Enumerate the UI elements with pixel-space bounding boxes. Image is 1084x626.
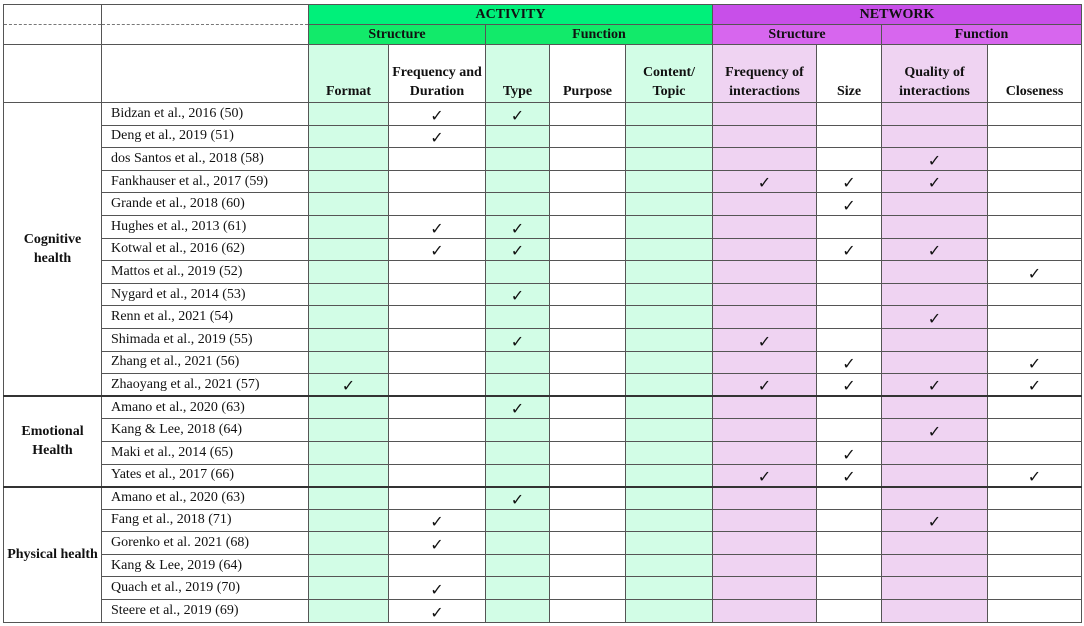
column-header-purpose: Purpose — [550, 45, 626, 103]
empty-cell — [882, 328, 988, 351]
empty-cell — [309, 328, 389, 351]
empty-cell — [309, 238, 389, 261]
empty-cell — [486, 419, 550, 442]
study-reference: Zhang et al., 2021 (56) — [102, 351, 309, 374]
check-mark-cell: ✓ — [389, 125, 486, 148]
group-label: Emotional Health — [4, 396, 102, 486]
column-header-closeness: Closeness — [988, 45, 1082, 103]
check-mark-cell: ✓ — [817, 374, 882, 397]
network-function-header: Function — [882, 25, 1082, 45]
empty-cell — [713, 396, 817, 419]
study-reference: Amano et al., 2020 (63) — [102, 487, 309, 510]
study-reference: Quach et al., 2019 (70) — [102, 577, 309, 600]
empty-cell — [626, 283, 713, 306]
empty-cell — [817, 577, 882, 600]
check-mark-cell: ✓ — [389, 103, 486, 126]
empty-cell — [550, 396, 626, 419]
corner-cell — [102, 45, 309, 103]
empty-cell — [626, 215, 713, 238]
table-row — [4, 419, 1082, 442]
empty-cell — [550, 125, 626, 148]
empty-cell — [486, 261, 550, 284]
empty-cell — [626, 577, 713, 600]
check-mark-cell: ✓ — [389, 238, 486, 261]
empty-cell — [389, 396, 486, 419]
corner-cell — [4, 5, 102, 25]
corner-cell — [4, 25, 102, 45]
empty-cell — [713, 238, 817, 261]
empty-cell — [626, 170, 713, 193]
empty-cell — [988, 125, 1082, 148]
empty-cell — [988, 283, 1082, 306]
empty-cell — [389, 351, 486, 374]
empty-cell — [309, 464, 389, 487]
empty-cell — [486, 532, 550, 555]
empty-cell — [309, 193, 389, 216]
empty-cell — [713, 306, 817, 329]
study-reference: Mattos et al., 2019 (52) — [102, 261, 309, 284]
table-row — [4, 487, 1082, 510]
empty-cell — [817, 487, 882, 510]
empty-cell — [550, 487, 626, 510]
empty-cell — [309, 261, 389, 284]
empty-cell — [988, 238, 1082, 261]
check-mark-cell: ✓ — [486, 283, 550, 306]
empty-cell — [626, 464, 713, 487]
check-mark-cell: ✓ — [988, 261, 1082, 284]
empty-cell — [817, 261, 882, 284]
empty-cell — [626, 600, 713, 623]
empty-cell — [988, 148, 1082, 171]
check-mark-cell: ✓ — [882, 148, 988, 171]
empty-cell — [309, 351, 389, 374]
empty-cell — [550, 464, 626, 487]
empty-cell — [389, 261, 486, 284]
empty-cell — [550, 374, 626, 397]
empty-cell — [713, 554, 817, 577]
empty-cell — [817, 148, 882, 171]
empty-cell — [550, 419, 626, 442]
empty-cell — [626, 238, 713, 261]
table-row — [4, 396, 1082, 419]
empty-cell — [486, 577, 550, 600]
table-row — [4, 148, 1082, 171]
empty-cell — [713, 441, 817, 464]
table-row — [4, 103, 1082, 126]
study-reference: Amano et al., 2020 (63) — [102, 396, 309, 419]
check-mark-cell: ✓ — [882, 374, 988, 397]
check-mark-cell: ✓ — [486, 103, 550, 126]
group-label: Cognitive health — [4, 103, 102, 397]
empty-cell — [713, 509, 817, 532]
empty-cell — [486, 509, 550, 532]
empty-cell — [882, 125, 988, 148]
empty-cell — [486, 554, 550, 577]
column-header-size: Size — [817, 45, 882, 103]
check-mark-cell: ✓ — [817, 441, 882, 464]
study-reference: Fang et al., 2018 (71) — [102, 509, 309, 532]
check-mark-cell: ✓ — [713, 374, 817, 397]
empty-cell — [713, 600, 817, 623]
corner-cell — [102, 5, 309, 25]
check-mark-cell: ✓ — [389, 532, 486, 555]
empty-cell — [309, 532, 389, 555]
empty-cell — [988, 532, 1082, 555]
empty-cell — [550, 328, 626, 351]
empty-cell — [817, 509, 882, 532]
activity-function-header: Function — [486, 25, 713, 45]
empty-cell — [309, 600, 389, 623]
table-row — [4, 328, 1082, 351]
study-reference: Deng et al., 2019 (51) — [102, 125, 309, 148]
empty-cell — [882, 103, 988, 126]
empty-cell — [988, 215, 1082, 238]
study-reference: Nygard et al., 2014 (53) — [102, 283, 309, 306]
empty-cell — [988, 441, 1082, 464]
empty-cell — [389, 441, 486, 464]
corner-cell — [4, 45, 102, 103]
check-mark-cell: ✓ — [817, 170, 882, 193]
network-header: NETWORK — [713, 5, 1082, 25]
empty-cell — [817, 215, 882, 238]
empty-cell — [550, 509, 626, 532]
empty-cell — [486, 464, 550, 487]
empty-cell — [713, 215, 817, 238]
check-mark-cell: ✓ — [817, 193, 882, 216]
check-mark-cell: ✓ — [882, 306, 988, 329]
study-reference: Fankhauser et al., 2017 (59) — [102, 170, 309, 193]
table-row — [4, 283, 1082, 306]
empty-cell — [988, 193, 1082, 216]
empty-cell — [486, 125, 550, 148]
empty-cell — [486, 148, 550, 171]
study-reference: Yates et al., 2017 (66) — [102, 464, 309, 487]
study-reference: Shimada et al., 2019 (55) — [102, 328, 309, 351]
study-reference: Kotwal et al., 2016 (62) — [102, 238, 309, 261]
empty-cell — [713, 148, 817, 171]
empty-cell — [486, 193, 550, 216]
empty-cell — [882, 396, 988, 419]
empty-cell — [626, 193, 713, 216]
check-mark-cell: ✓ — [486, 487, 550, 510]
empty-cell — [882, 600, 988, 623]
network-structure-header: Structure — [713, 25, 882, 45]
empty-cell — [309, 215, 389, 238]
empty-cell — [389, 306, 486, 329]
check-mark-cell: ✓ — [713, 170, 817, 193]
empty-cell — [882, 283, 988, 306]
empty-cell — [988, 509, 1082, 532]
empty-cell — [882, 441, 988, 464]
empty-cell — [713, 125, 817, 148]
table-row — [4, 532, 1082, 555]
empty-cell — [626, 396, 713, 419]
table-row — [4, 464, 1082, 487]
table-row — [4, 125, 1082, 148]
empty-cell — [309, 554, 389, 577]
empty-cell — [626, 125, 713, 148]
empty-cell — [550, 554, 626, 577]
corner-cell — [102, 25, 309, 45]
table-row — [4, 306, 1082, 329]
study-reference: Steere et al., 2019 (69) — [102, 600, 309, 623]
empty-cell — [626, 374, 713, 397]
empty-cell — [309, 306, 389, 329]
check-mark-cell: ✓ — [817, 351, 882, 374]
table-row — [4, 261, 1082, 284]
empty-cell — [550, 283, 626, 306]
check-mark-cell: ✓ — [988, 374, 1082, 397]
empty-cell — [817, 125, 882, 148]
empty-cell — [550, 306, 626, 329]
empty-cell — [389, 487, 486, 510]
empty-cell — [626, 261, 713, 284]
empty-cell — [486, 374, 550, 397]
table-row — [4, 351, 1082, 374]
empty-cell — [389, 464, 486, 487]
column-header-format: Format — [309, 45, 389, 103]
study-reference: Bidzan et al., 2016 (50) — [102, 103, 309, 126]
empty-cell — [389, 193, 486, 216]
empty-cell — [626, 554, 713, 577]
column-header-frequency-and-duration: Frequency and Duration — [389, 45, 486, 103]
check-mark-cell: ✓ — [389, 600, 486, 623]
empty-cell — [550, 170, 626, 193]
check-mark-cell: ✓ — [882, 170, 988, 193]
empty-cell — [389, 374, 486, 397]
empty-cell — [309, 441, 389, 464]
activity-structure-header: Structure — [309, 25, 486, 45]
study-reference: Maki et al., 2014 (65) — [102, 441, 309, 464]
check-mark-cell: ✓ — [309, 374, 389, 397]
empty-cell — [389, 148, 486, 171]
empty-cell — [550, 148, 626, 171]
empty-cell — [882, 261, 988, 284]
check-mark-cell: ✓ — [713, 328, 817, 351]
study-reference: Zhaoyang et al., 2021 (57) — [102, 374, 309, 397]
empty-cell — [988, 577, 1082, 600]
check-mark-cell: ✓ — [713, 464, 817, 487]
header-row-1 — [4, 5, 1082, 25]
empty-cell — [626, 306, 713, 329]
empty-cell — [882, 215, 988, 238]
empty-cell — [817, 103, 882, 126]
empty-cell — [882, 487, 988, 510]
empty-cell — [817, 283, 882, 306]
empty-cell — [988, 306, 1082, 329]
empty-cell — [882, 532, 988, 555]
empty-cell — [817, 554, 882, 577]
empty-cell — [550, 103, 626, 126]
empty-cell — [626, 487, 713, 510]
empty-cell — [988, 328, 1082, 351]
check-mark-cell: ✓ — [486, 215, 550, 238]
study-reference: Renn et al., 2021 (54) — [102, 306, 309, 329]
empty-cell — [486, 170, 550, 193]
empty-cell — [713, 419, 817, 442]
empty-cell — [882, 464, 988, 487]
empty-cell — [389, 328, 486, 351]
empty-cell — [817, 306, 882, 329]
study-reference: dos Santos et al., 2018 (58) — [102, 148, 309, 171]
column-header-frequency-of-interactions: Frequency of interactions — [713, 45, 817, 103]
empty-cell — [486, 306, 550, 329]
empty-cell — [486, 600, 550, 623]
empty-cell — [882, 351, 988, 374]
empty-cell — [550, 532, 626, 555]
empty-cell — [550, 600, 626, 623]
empty-cell — [713, 487, 817, 510]
empty-cell — [389, 554, 486, 577]
empty-cell — [309, 487, 389, 510]
empty-cell — [713, 103, 817, 126]
check-mark-cell: ✓ — [988, 351, 1082, 374]
empty-cell — [626, 148, 713, 171]
empty-cell — [988, 487, 1082, 510]
column-header-row — [4, 45, 1082, 103]
empty-cell — [309, 509, 389, 532]
empty-cell — [486, 351, 550, 374]
empty-cell — [988, 419, 1082, 442]
activity-header: ACTIVITY — [309, 5, 713, 25]
empty-cell — [389, 419, 486, 442]
empty-cell — [550, 261, 626, 284]
empty-cell — [389, 170, 486, 193]
check-mark-cell: ✓ — [988, 464, 1082, 487]
empty-cell — [713, 193, 817, 216]
empty-cell — [817, 328, 882, 351]
empty-cell — [389, 283, 486, 306]
empty-cell — [988, 170, 1082, 193]
table-row — [4, 509, 1082, 532]
empty-cell — [882, 577, 988, 600]
empty-cell — [550, 441, 626, 464]
empty-cell — [309, 125, 389, 148]
check-mark-cell: ✓ — [817, 238, 882, 261]
empty-cell — [713, 577, 817, 600]
header-row-2 — [4, 25, 1082, 45]
table-row — [4, 170, 1082, 193]
check-mark-cell: ✓ — [882, 238, 988, 261]
empty-cell — [626, 328, 713, 351]
empty-cell — [882, 193, 988, 216]
column-header-content-topic: Content/ Topic — [626, 45, 713, 103]
check-mark-cell: ✓ — [882, 509, 988, 532]
empty-cell — [817, 419, 882, 442]
empty-cell — [550, 215, 626, 238]
check-mark-cell: ✓ — [817, 464, 882, 487]
check-mark-cell: ✓ — [389, 577, 486, 600]
empty-cell — [626, 103, 713, 126]
empty-cell — [309, 103, 389, 126]
table-row — [4, 374, 1082, 397]
empty-cell — [486, 441, 550, 464]
column-header-quality-of-interactions: Quality of interactions — [882, 45, 988, 103]
study-reference: Gorenko et al. 2021 (68) — [102, 532, 309, 555]
table-row — [4, 577, 1082, 600]
empty-cell — [988, 600, 1082, 623]
check-mark-cell: ✓ — [389, 215, 486, 238]
table-row — [4, 215, 1082, 238]
empty-cell — [309, 396, 389, 419]
empty-cell — [713, 532, 817, 555]
empty-cell — [309, 419, 389, 442]
check-mark-cell: ✓ — [486, 396, 550, 419]
table-row — [4, 193, 1082, 216]
empty-cell — [713, 283, 817, 306]
empty-cell — [309, 148, 389, 171]
check-mark-cell: ✓ — [389, 509, 486, 532]
empty-cell — [309, 283, 389, 306]
empty-cell — [988, 554, 1082, 577]
empty-cell — [817, 532, 882, 555]
empty-cell — [988, 103, 1082, 126]
empty-cell — [713, 261, 817, 284]
study-reference: Hughes et al., 2013 (61) — [102, 215, 309, 238]
empty-cell — [309, 170, 389, 193]
check-mark-cell: ✓ — [882, 419, 988, 442]
empty-cell — [988, 396, 1082, 419]
table-row — [4, 238, 1082, 261]
empty-cell — [882, 554, 988, 577]
studies-table — [3, 4, 1082, 623]
column-header-type: Type — [486, 45, 550, 103]
empty-cell — [817, 396, 882, 419]
empty-cell — [626, 509, 713, 532]
empty-cell — [626, 532, 713, 555]
empty-cell — [626, 441, 713, 464]
empty-cell — [550, 193, 626, 216]
empty-cell — [309, 577, 389, 600]
empty-cell — [626, 419, 713, 442]
empty-cell — [550, 577, 626, 600]
study-reference: Kang & Lee, 2019 (64) — [102, 554, 309, 577]
empty-cell — [626, 351, 713, 374]
study-reference: Kang & Lee, 2018 (64) — [102, 419, 309, 442]
check-mark-cell: ✓ — [486, 328, 550, 351]
check-mark-cell: ✓ — [486, 238, 550, 261]
table-row — [4, 441, 1082, 464]
empty-cell — [817, 600, 882, 623]
empty-cell — [713, 351, 817, 374]
group-label: Physical health — [4, 487, 102, 623]
empty-cell — [550, 238, 626, 261]
table-row — [4, 554, 1082, 577]
table-row — [4, 600, 1082, 623]
empty-cell — [550, 351, 626, 374]
study-reference: Grande et al., 2018 (60) — [102, 193, 309, 216]
